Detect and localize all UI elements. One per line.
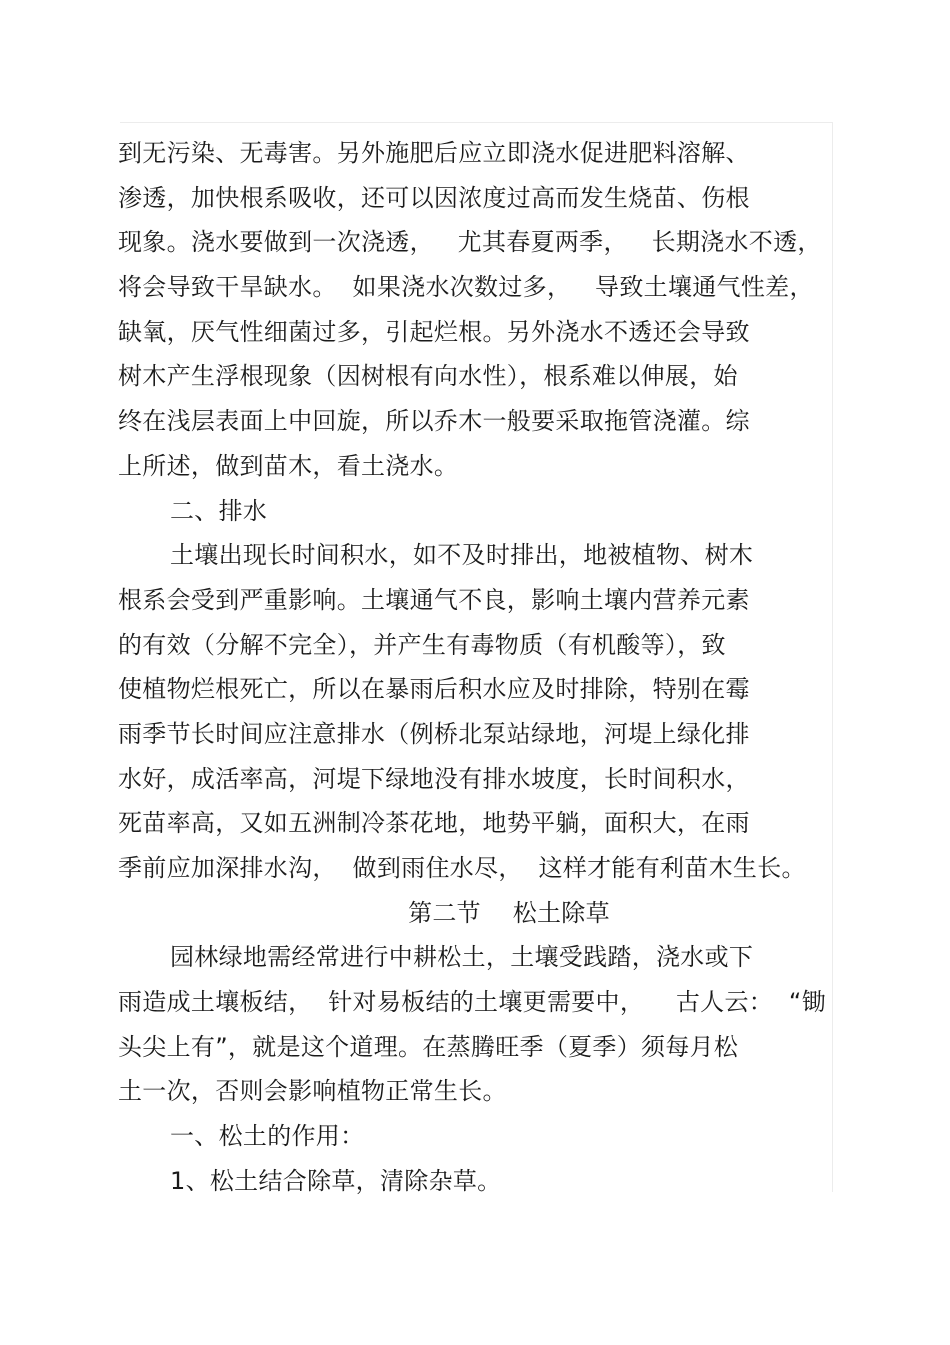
page-border-right <box>832 122 833 1192</box>
text-line-17: 季前应加深排水沟， 做到雨住水尽， 这样才能有利苗木生长。 <box>118 854 806 882</box>
text-line-20: 雨造成土壤板结， 针对易板结的土壤更需要中， 古人云： “锄 <box>118 988 826 1017</box>
text-line-12: 的有效（分解不完全），并产生有毒物质（有机酸等），致 <box>118 630 726 659</box>
text-line-10: 土壤出现长时间积水，如不及时排出，地被植物、树木 <box>170 541 754 570</box>
text-line-2: 渗透，加快根系吸收，还可以因浓度过高而发生烧苗、伤根 <box>118 183 750 212</box>
text-line-16: 死苗率高，又如五洲制冷茶花地，地势平躺，面积大，在雨 <box>118 809 750 838</box>
text-line-14: 雨季节长时间应注意排水（例桥北泵站绿地，河堤上绿化排 <box>118 719 750 748</box>
text-line-3: 现象。浇水要做到一次浇透， 尤其春夏两季， 长期浇水不透， <box>118 228 822 257</box>
text-line-8: 上所述，做到苗木，看土浇水。 <box>118 451 459 480</box>
document-body <box>118 131 830 1204</box>
section-heading-drainage: 二、排水 <box>170 496 268 525</box>
text-line-19: 园林绿地需经常进行中耕松土，土壤受践踏，浇水或下 <box>170 943 754 972</box>
text-line-15: 水好，成活率高，河堤下绿地没有排水坡度，长时间积水， <box>118 764 750 793</box>
text-line-11: 根系会受到严重影响。土壤通气不良，影响土壤内营养元素 <box>118 585 750 614</box>
text-line-21: 头尖上有”，就是这个道理。在蒸腾旺季（夏季）须每月松 <box>118 1032 739 1061</box>
text-line-13: 使植物烂根死亡，所以在暴雨后积水应及时排除，特别在霉 <box>118 675 750 704</box>
list-item-1: 1、松土结合除草，清除杂草。 <box>170 1166 502 1195</box>
subheading-loosening-role: 一、松土的作用： <box>170 1122 365 1151</box>
text-line-7: 终在浅层表面上中回旋，所以乔木一般要采取拖管浇灌。综 <box>118 407 750 436</box>
page-border-top <box>120 122 833 123</box>
text-line-5: 缺氧，厌气性细菌过多，引起烂根。另外浇水不透还会导致 <box>118 317 750 346</box>
text-line-22: 土一次，否则会影响植物正常生长。 <box>118 1077 507 1106</box>
chapter-heading-section-two: 第二节 松土除草 <box>408 898 610 927</box>
text-line-4: 将会导致干旱缺水。 如果浇水次数过多， 导致土壤通气性差， <box>118 273 814 302</box>
text-line-6: 树木产生浮根现象（因树根有向水性），根系难以伸展，始 <box>118 362 738 391</box>
text-line-1: 到无污染、无毒害。另外施肥后应立即浇水促进肥料溶解、 <box>118 139 750 167</box>
